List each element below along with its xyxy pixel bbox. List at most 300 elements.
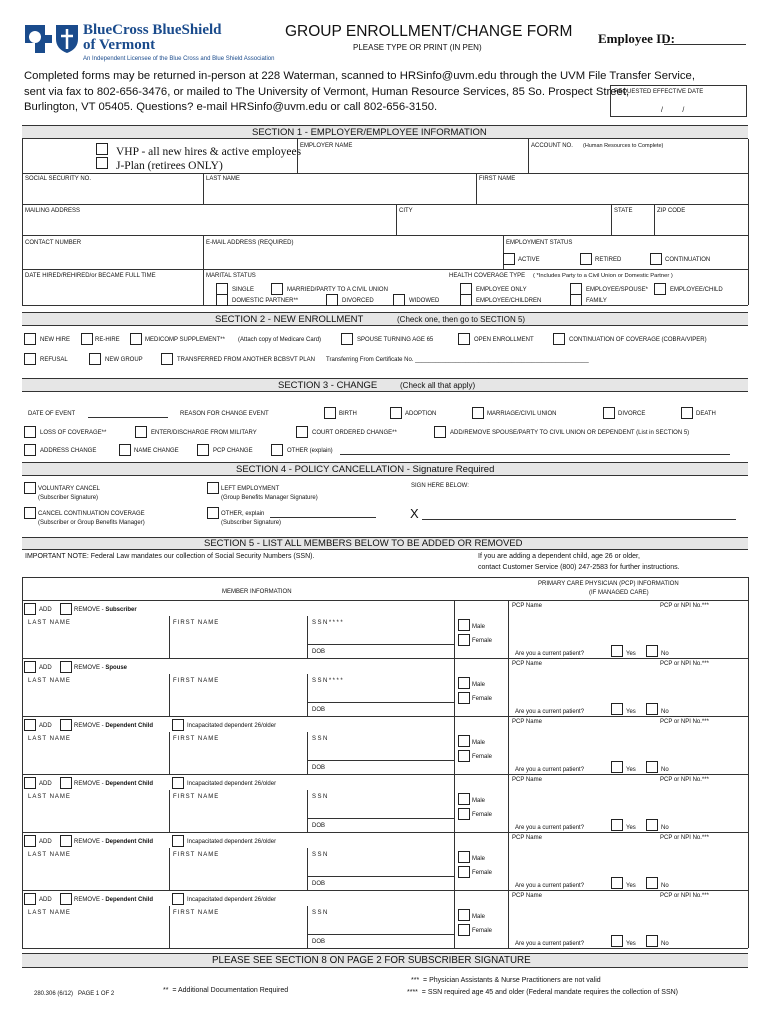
pcp-npi-field[interactable]: PCP or NPI No.*** [660, 777, 709, 783]
coverage-type-label: HEALTH COVERAGE TYPE [449, 273, 526, 279]
member-div-3 [454, 716, 455, 774]
widowed-checkbox[interactable] [393, 294, 405, 306]
marriage-label: MARRIAGE/CIVIL UNION [487, 411, 557, 417]
current-yes-label: Yes [626, 767, 636, 773]
section-2-header [22, 312, 748, 326]
married-label: MARRIED/PARTY TO A CIVIL UNION [287, 287, 388, 293]
member-row-top [22, 600, 748, 601]
account-no-field[interactable]: ACCOUNT NO. [531, 143, 573, 149]
remove-text: REMOVE - [74, 897, 106, 903]
married-checkbox[interactable] [271, 283, 283, 295]
s1-left [22, 139, 23, 305]
member-row-top [22, 774, 748, 775]
section-5-title: SECTION 5 - LIST ALL MEMBERS BELOW TO BE ADDED OR REMOVED [204, 538, 523, 549]
new-group-label: NEW GROUP [105, 357, 143, 363]
member-row-top [22, 832, 748, 833]
current-no-checkbox[interactable] [646, 703, 658, 715]
continuation-checkbox[interactable] [650, 253, 662, 265]
refusal-checkbox[interactable] [24, 353, 36, 365]
incapacitated-label: Incapacitated dependent 26/older [187, 781, 277, 787]
current-yes-checkbox[interactable] [611, 877, 623, 889]
section-3-title: SECTION 3 - CHANGE [278, 380, 378, 391]
male-checkbox[interactable] [458, 909, 470, 921]
date-of-event-label: DATE OF EVENT [28, 411, 76, 417]
medicomp-checkbox[interactable] [130, 333, 142, 345]
retired-checkbox[interactable] [580, 253, 592, 265]
member-remove-checkbox[interactable] [60, 835, 72, 847]
continuation-label: CONTINUATION [665, 257, 711, 263]
pcp-name-field[interactable]: PCP Name [512, 661, 542, 667]
logo [22, 22, 80, 54]
contact-number-field[interactable]: CONTACT NUMBER [25, 240, 82, 246]
add-remove-checkbox[interactable] [434, 426, 446, 438]
member-div-3 [454, 600, 455, 658]
member-remove-checkbox[interactable] [60, 893, 72, 905]
member-div-2 [307, 790, 308, 832]
section-2-title: SECTION 2 - NEW ENROLLMENT [215, 314, 364, 325]
incapacitated-checkbox[interactable] [172, 777, 184, 789]
member-add-checkbox[interactable] [24, 661, 36, 673]
new-hire-checkbox[interactable] [24, 333, 36, 345]
member-div-2 [307, 848, 308, 890]
female-label: Female [472, 928, 493, 934]
member-add-checkbox[interactable] [24, 835, 36, 847]
current-yes-checkbox[interactable] [611, 703, 623, 715]
transferred-label: TRANSFERRED FROM ANOTHER BCBSVT PLAN [177, 357, 315, 363]
member-div-2 [307, 674, 308, 716]
member-dob-field[interactable]: DOB [312, 707, 326, 713]
member-first-name-field[interactable]: FIRST NAME [173, 736, 220, 742]
female-checkbox[interactable] [458, 750, 470, 762]
s1-right [748, 139, 749, 305]
brand-line2: of Vermont [83, 37, 156, 53]
remove-text: REMOVE - [74, 665, 106, 671]
member-first-name-field[interactable]: FIRST NAME [173, 678, 220, 684]
other-cancel-checkbox[interactable] [207, 507, 219, 519]
remove-text: REMOVE - [74, 839, 106, 845]
member-dob-line [307, 644, 454, 645]
licensee-text: An Independent Licensee of the Blue Cross and Blue Shield Association [83, 56, 275, 62]
loss-coverage-checkbox[interactable] [24, 426, 36, 438]
member-ssn-field[interactable]: SSN**** [312, 678, 345, 684]
employee-spouse-label: EMPLOYEE/SPOUSE* [586, 287, 649, 293]
s1-r1-div2 [528, 139, 529, 173]
male-checkbox[interactable] [458, 851, 470, 863]
remove-text: REMOVE - [74, 607, 106, 613]
member-div-4 [508, 600, 509, 658]
female-label: Female [472, 754, 493, 760]
date-of-event-line[interactable] [88, 417, 168, 418]
member-add-checkbox[interactable] [24, 719, 36, 731]
domestic-partner-label: DOMESTIC PARTNER** [232, 298, 299, 304]
divorce-label: DIVORCE [618, 411, 646, 417]
member-remove-label [74, 839, 153, 845]
member-dob-field[interactable]: DOB [312, 881, 326, 887]
refusal-label: REFUSAL [40, 357, 68, 363]
member-dob-field[interactable]: DOB [312, 823, 326, 829]
s1-r3-div1 [396, 204, 397, 235]
member-remove-checkbox[interactable] [60, 719, 72, 731]
pcp-name-field[interactable]: PCP Name [512, 719, 542, 725]
birth-label: BIRTH [339, 411, 357, 417]
current-no-label: No [661, 883, 669, 889]
member-dob-line [307, 702, 454, 703]
employee-children-label: EMPLOYEE/CHILDREN [476, 298, 542, 304]
member-row-top [22, 716, 748, 717]
current-yes-checkbox[interactable] [611, 935, 623, 947]
family-checkbox[interactable] [570, 294, 582, 306]
member-div-1 [169, 674, 170, 716]
member-last-name-field[interactable]: LAST NAME [28, 620, 71, 626]
male-label: Male [472, 856, 486, 862]
female-label: Female [472, 812, 493, 818]
current-patient-label: Are you a current patient? [515, 651, 585, 657]
member-row-top [22, 890, 748, 891]
voluntary-cancel-checkbox[interactable] [24, 482, 36, 494]
current-patient-label: Are you a current patient? [515, 709, 585, 715]
state-field[interactable]: STATE [614, 208, 633, 214]
quad-star-note: **** = SSN required age 45 and older (Federal mandate requires the collection of SSN) [407, 989, 679, 996]
coverage-note: ( *Includes Party to a Civil Union or Domestic Partner ) [533, 273, 673, 279]
member-add-label: ADD [39, 781, 52, 787]
adoption-checkbox[interactable] [390, 407, 402, 419]
male-label: Male [472, 740, 486, 746]
member-last-name-field[interactable]: LAST NAME [28, 852, 71, 858]
members-right [748, 577, 749, 948]
dependent-note-2: contact Customer Service (800) 247-2583 for further instructions. [478, 564, 680, 571]
member-add-label: ADD [39, 607, 52, 613]
employee-child-checkbox[interactable] [654, 283, 666, 295]
pcp-npi-field[interactable]: PCP or NPI No.*** [660, 661, 709, 667]
member-dob-field[interactable]: DOB [312, 939, 326, 945]
marriage-checkbox[interactable] [472, 407, 484, 419]
divorced-label: DIVORCED [342, 298, 374, 304]
last-name-field[interactable]: LAST NAME [206, 176, 240, 182]
member-add-label: ADD [39, 839, 52, 845]
gbm-signature-note: (Group Benefits Manager Signature) [221, 495, 318, 501]
remove-text: REMOVE - [74, 781, 106, 787]
brand-line1: BlueCross BlueShield [83, 22, 222, 38]
current-yes-checkbox[interactable] [611, 645, 623, 657]
voluntary-cancel-label: VOLUNTARY CANCEL [38, 486, 101, 492]
cancel-continuation-checkbox[interactable] [24, 507, 36, 519]
s1-row2-top [22, 173, 748, 174]
current-no-label: No [661, 651, 669, 657]
male-label: Male [472, 682, 486, 688]
other-change-label: OTHER (explain) [287, 448, 333, 454]
death-label: DEATH [696, 411, 716, 417]
transferred-checkbox[interactable] [161, 353, 173, 365]
female-checkbox[interactable] [458, 924, 470, 936]
current-patient-label: Are you a current patient? [515, 883, 585, 889]
new-group-checkbox[interactable] [89, 353, 101, 365]
current-no-checkbox[interactable] [646, 645, 658, 657]
member-div-3 [454, 658, 455, 716]
member-add-label: ADD [39, 897, 52, 903]
signature-x: X [410, 506, 419, 521]
incapacitated-label: Incapacitated dependent 26/older [187, 839, 277, 845]
member-type: Dependent Child [105, 839, 154, 845]
current-no-checkbox[interactable] [646, 935, 658, 947]
member-ssn-field[interactable]: SSN [312, 794, 329, 800]
current-no-label: No [661, 767, 669, 773]
single-label: SINGLE [232, 287, 255, 293]
member-last-name-field[interactable]: LAST NAME [28, 736, 71, 742]
member-add-checkbox[interactable] [24, 777, 36, 789]
pcp-npi-field[interactable]: PCP or NPI No.*** [660, 719, 709, 725]
current-yes-checkbox[interactable] [611, 761, 623, 773]
male-checkbox[interactable] [458, 793, 470, 805]
address-change-checkbox[interactable] [24, 444, 36, 456]
city-field[interactable]: CITY [399, 208, 413, 214]
member-remove-checkbox[interactable] [60, 603, 72, 615]
spouse-65-checkbox[interactable] [341, 333, 353, 345]
loss-coverage-label: LOSS OF COVERAGE** [40, 430, 107, 436]
current-patient-label: Are you a current patient? [515, 767, 585, 773]
member-dob-line [307, 818, 454, 819]
death-checkbox[interactable] [681, 407, 693, 419]
member-div-1 [169, 848, 170, 890]
left-employment-checkbox[interactable] [207, 482, 219, 494]
form-number: 280.306 (6/12) PAGE 1 OF 2 [34, 991, 115, 997]
employment-status-label: EMPLOYMENT STATUS [506, 240, 573, 246]
member-type: Subscriber [105, 607, 137, 613]
jplan-label: J-Plan (retirees ONLY) [116, 160, 223, 172]
cobra-checkbox[interactable] [553, 333, 565, 345]
member-remove-label [74, 723, 153, 729]
male-checkbox[interactable] [458, 677, 470, 689]
divorce-checkbox[interactable] [603, 407, 615, 419]
current-yes-label: Yes [626, 709, 636, 715]
male-checkbox[interactable] [458, 619, 470, 631]
employer-name-field[interactable]: EMPLOYER NAME [300, 143, 353, 149]
incapacitated-checkbox[interactable] [172, 893, 184, 905]
ssn-field[interactable]: SOCIAL SECURITY NO. [25, 176, 92, 182]
member-remove-label [74, 897, 153, 903]
incapacitated-checkbox[interactable] [172, 719, 184, 731]
pcp-npi-field[interactable]: PCP or NPI No.*** [660, 835, 709, 841]
current-no-checkbox[interactable] [646, 761, 658, 773]
pcp-npi-field[interactable]: PCP or NPI No.*** [660, 893, 709, 899]
marital-status-label: MARITAL STATUS [206, 273, 256, 279]
member-add-checkbox[interactable] [24, 893, 36, 905]
s1-r3-div2 [611, 204, 612, 235]
bcbs-logo-icon [22, 22, 80, 54]
current-yes-checkbox[interactable] [611, 819, 623, 831]
members-left [22, 577, 23, 948]
member-last-name-field[interactable]: LAST NAME [28, 910, 71, 916]
member-add-checkbox[interactable] [24, 603, 36, 615]
section-1-title: SECTION 1 - EMPLOYER/EMPLOYEE INFORMATION [252, 127, 487, 138]
active-label: ACTIVE [518, 257, 540, 263]
pcp-npi-field[interactable]: PCP or NPI No.*** [660, 603, 709, 609]
requested-effective-date-box[interactable] [610, 85, 747, 117]
sub-or-gbm-note: (Subscriber or Group Benefits Manager) [38, 520, 145, 526]
open-enrollment-checkbox[interactable] [458, 333, 470, 345]
employee-id-line[interactable] [664, 44, 746, 45]
male-checkbox[interactable] [458, 735, 470, 747]
current-no-checkbox[interactable] [646, 877, 658, 889]
member-ssn-field[interactable]: SSN [312, 736, 329, 742]
intro-line-2: sent via fax to 802-656-3476, or mailed to The University of Vermont, Human Resource Services, 85 So. Prospect Street, [24, 85, 630, 98]
member-first-name-field[interactable]: FIRST NAME [173, 910, 220, 916]
member-add-label: ADD [39, 723, 52, 729]
current-no-label: No [661, 825, 669, 831]
open-enrollment-label: OPEN ENROLLMENT [474, 337, 534, 343]
member-ssn-field[interactable]: SSN [312, 910, 329, 916]
member-div-2 [307, 616, 308, 658]
female-checkbox[interactable] [458, 634, 470, 646]
incapacitated-label: Incapacitated dependent 26/older [187, 723, 277, 729]
name-change-checkbox[interactable] [119, 444, 131, 456]
member-row-top [22, 658, 748, 659]
email-field[interactable]: E-MAIL ADDRESS (REQUIRED) [206, 240, 294, 246]
current-yes-label: Yes [626, 941, 636, 947]
female-label: Female [472, 696, 493, 702]
sign-here-label: SIGN HERE BELOW: [411, 483, 469, 489]
military-checkbox[interactable] [135, 426, 147, 438]
member-type: Dependent Child [105, 723, 154, 729]
rehire-checkbox[interactable] [81, 333, 93, 345]
pcp-name-field[interactable]: PCP Name [512, 777, 542, 783]
s1-row4-top [22, 235, 748, 236]
female-label: Female [472, 638, 493, 644]
member-div-4 [508, 658, 509, 716]
incapacitated-checkbox[interactable] [172, 835, 184, 847]
dependent-note-1: If you are adding a dependent child, age 26 or older, [478, 553, 640, 560]
zip-code-field[interactable]: ZIP CODE [657, 208, 686, 214]
domestic-partner-checkbox[interactable] [216, 294, 228, 306]
transfer-cert-field[interactable]: Transferring From Certificate No. ____________________________________________________ [326, 357, 589, 363]
form-subtitle: PLEASE TYPE OR PRINT (IN PEN) [353, 43, 482, 52]
member-info-header: MEMBER INFORMATION [222, 589, 292, 595]
member-first-name-field[interactable]: FIRST NAME [173, 852, 220, 858]
incapacitated-label: Incapacitated dependent 26/older [187, 897, 277, 903]
s1-r1-div1 [297, 139, 298, 173]
brand-name [83, 23, 222, 53]
remove-text: REMOVE - [74, 723, 106, 729]
current-yes-label: Yes [626, 825, 636, 831]
active-checkbox[interactable] [503, 253, 515, 265]
section-8-note: PLEASE SEE SECTION 8 ON PAGE 2 FOR SUBSCRIBER SIGNATURE [212, 955, 531, 966]
member-div-4 [508, 832, 509, 890]
current-yes-label: Yes [626, 883, 636, 889]
rehire-label: RE-HIRE [95, 337, 120, 343]
account-no-note: (Human Resources to Complete) [583, 143, 664, 149]
s1-r2-div2 [476, 173, 477, 204]
medicomp-label: MEDICOMP SUPPLEMENT** [145, 337, 225, 343]
pcp-change-checkbox[interactable] [197, 444, 209, 456]
cancel-continuation-label: CANCEL CONTINUATION COVERAGE [38, 511, 145, 517]
vhp-label: VHP - all new hires & active employees [116, 146, 302, 158]
member-last-name-field[interactable]: LAST NAME [28, 794, 71, 800]
s1-r3-div3 [654, 204, 655, 235]
section-3-header [22, 378, 748, 392]
mailing-address-field[interactable]: MAILING ADDRESS [25, 208, 81, 214]
cobra-label: CONTINUATION OF COVERAGE (COBRA/VIPER) [569, 337, 707, 343]
member-remove-label [74, 607, 137, 613]
member-remove-checkbox[interactable] [60, 661, 72, 673]
form-title: GROUP ENROLLMENT/CHANGE FORM [285, 23, 573, 40]
add-remove-label: ADD/REMOVE SPOUSE/PARTY TO CIVIL UNION OR DEPENDENT (List in SECTION 5) [450, 430, 690, 436]
retired-label: RETIRED [595, 257, 622, 263]
s1-bottom [22, 305, 748, 306]
pcp-header-1: PRIMARY CARE PHYSICIAN (PCP) INFORMATION [538, 581, 679, 587]
family-label: FAMILY [586, 298, 607, 304]
employee-children-checkbox[interactable] [460, 294, 472, 306]
male-label: Male [472, 624, 486, 630]
current-no-label: No [661, 709, 669, 715]
date-hired-field[interactable]: DATE HIRED/REHIRED/or BECAME FULL TIME [25, 273, 156, 279]
current-no-checkbox[interactable] [646, 819, 658, 831]
employee-id-label: Employee ID: [598, 31, 675, 46]
reason-label: REASON FOR CHANGE EVENT [180, 411, 269, 417]
s5-table-top [22, 577, 748, 578]
male-label: Male [472, 914, 486, 920]
requested-effective-date-label: REQUESTED EFFECTIVE DATE [614, 89, 704, 95]
member-dob-field[interactable]: DOB [312, 649, 326, 655]
requested-effective-date-value: / / [661, 107, 685, 114]
widowed-label: WIDOWED [409, 298, 440, 304]
member-first-name-field[interactable]: FIRST NAME [173, 620, 220, 626]
s1-row5-top [22, 269, 748, 270]
member-dob-line [307, 934, 454, 935]
subscriber-signature-note-2: (Subscriber Signature) [221, 520, 282, 526]
female-checkbox[interactable] [458, 692, 470, 704]
member-type: Dependent Child [105, 781, 154, 787]
member-ssn-field[interactable]: SSN**** [312, 620, 345, 626]
pcp-name-field[interactable]: PCP Name [512, 835, 542, 841]
signature-line[interactable] [422, 519, 736, 520]
member-last-name-field[interactable]: LAST NAME [28, 678, 71, 684]
member-div-1 [169, 906, 170, 948]
member-type: Spouse [105, 665, 128, 671]
pcp-header-2: (IF MANAGED CARE) [589, 590, 649, 596]
member-dob-field[interactable]: DOB [312, 765, 326, 771]
section-2-note: (Check one, then go to SECTION 5) [397, 315, 526, 324]
other-change-checkbox[interactable] [271, 444, 283, 456]
member-ssn-field[interactable]: SSN [312, 852, 329, 858]
female-checkbox[interactable] [458, 866, 470, 878]
pcp-name-field[interactable]: PCP Name [512, 893, 542, 899]
member-first-name-field[interactable]: FIRST NAME [173, 794, 220, 800]
double-star-note: ** = Additional Documentation Required [163, 987, 289, 994]
member-type: Dependent Child [105, 897, 154, 903]
other-cancel-line[interactable] [270, 517, 376, 518]
member-div-4 [508, 774, 509, 832]
intro-line-1: Completed forms may be returned in-person at 228 Waterman, scanned to HRSinfo@uvm.edu through the UVM File Transfer Service, [24, 70, 695, 82]
court-ordered-checkbox[interactable] [296, 426, 308, 438]
female-checkbox[interactable] [458, 808, 470, 820]
new-hire-label: NEW HIRE [40, 337, 70, 343]
member-remove-label [74, 781, 153, 787]
vhp-checkbox[interactable] [96, 143, 108, 155]
jplan-checkbox[interactable] [96, 157, 108, 169]
member-div-3 [454, 774, 455, 832]
first-name-field[interactable]: FIRST NAME [479, 176, 516, 182]
member-remove-label [74, 665, 127, 671]
divorced-checkbox[interactable] [326, 294, 338, 306]
s1-r4-div1 [203, 235, 204, 269]
pcp-change-label: PCP CHANGE [213, 448, 253, 454]
member-remove-checkbox[interactable] [60, 777, 72, 789]
pcp-name-field[interactable]: PCP Name [512, 603, 542, 609]
s1-r2-div1 [203, 173, 204, 204]
birth-checkbox[interactable] [324, 407, 336, 419]
military-label: ENTER/DISCHARGE FROM MILITARY [151, 430, 257, 436]
female-label: Female [472, 870, 493, 876]
other-explain-line[interactable] [340, 454, 730, 455]
